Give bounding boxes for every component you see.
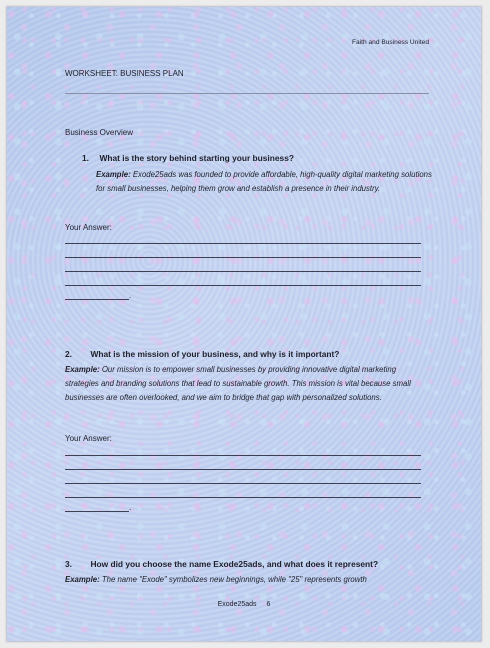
answer-line[interactable] [65, 469, 421, 470]
answer-line-short[interactable] [65, 511, 129, 512]
question-number: 1. [82, 153, 89, 163]
answer-line[interactable] [65, 455, 421, 456]
section-title: Business Overview [65, 128, 134, 137]
answer-line[interactable] [65, 257, 421, 258]
page-footer [7, 601, 481, 608]
answer-end-mark: . [129, 291, 132, 300]
answer-line[interactable] [65, 271, 421, 272]
answer-line[interactable] [65, 497, 421, 498]
worksheet-title: WORKSHEET: BUSINESS PLAN [65, 69, 184, 78]
answer-line[interactable] [65, 285, 421, 286]
example-block [65, 363, 427, 405]
example-label: Example: [96, 170, 131, 179]
example-text: The name "Exode" symbolizes new beginnings, while "25" represents growth [101, 575, 367, 584]
question-text: What is the mission of your business, and why is it important? [90, 349, 340, 359]
example-text: Exode25ads was founded to provide affordable, high-quality digital marketing solutions for small businesses, helping them grow and establish a presence in their industry. [96, 170, 432, 193]
answer-line[interactable] [65, 483, 421, 484]
footer-page-number: 6 [266, 601, 271, 608]
answer-end-mark: . [129, 503, 132, 512]
question-1 [82, 148, 442, 196]
answer-line[interactable] [65, 243, 421, 244]
example-label: Example: [65, 365, 100, 374]
question-2 [65, 344, 427, 405]
answer-label: Your Answer: [65, 434, 112, 443]
question-number: 3. [65, 559, 72, 569]
example-label: Example: [65, 575, 100, 584]
header-organization: Faith and Business United [352, 39, 429, 46]
example-block [65, 573, 435, 587]
question-text: How did you choose the name Exode25ads, and what does it represent? [90, 559, 379, 569]
question-number: 2. [65, 349, 72, 359]
title-divider [65, 93, 429, 94]
footer-doc-name: Exode25ads [217, 601, 257, 608]
question-text: What is the story behind starting your business? [99, 153, 294, 163]
answer-line-short[interactable] [65, 299, 129, 300]
example-block [96, 168, 442, 196]
example-text: Our mission is to empower small businesses by providing innovative digital marketing strategies and branding solutions that lead to sustainable growth. This mission is vital because small businesses are often overlooked, and we aim to bridge that gap with personalized solutions. [65, 365, 411, 402]
answer-label: Your Answer: [65, 223, 112, 232]
document-page [6, 6, 482, 642]
question-3 [65, 554, 435, 587]
